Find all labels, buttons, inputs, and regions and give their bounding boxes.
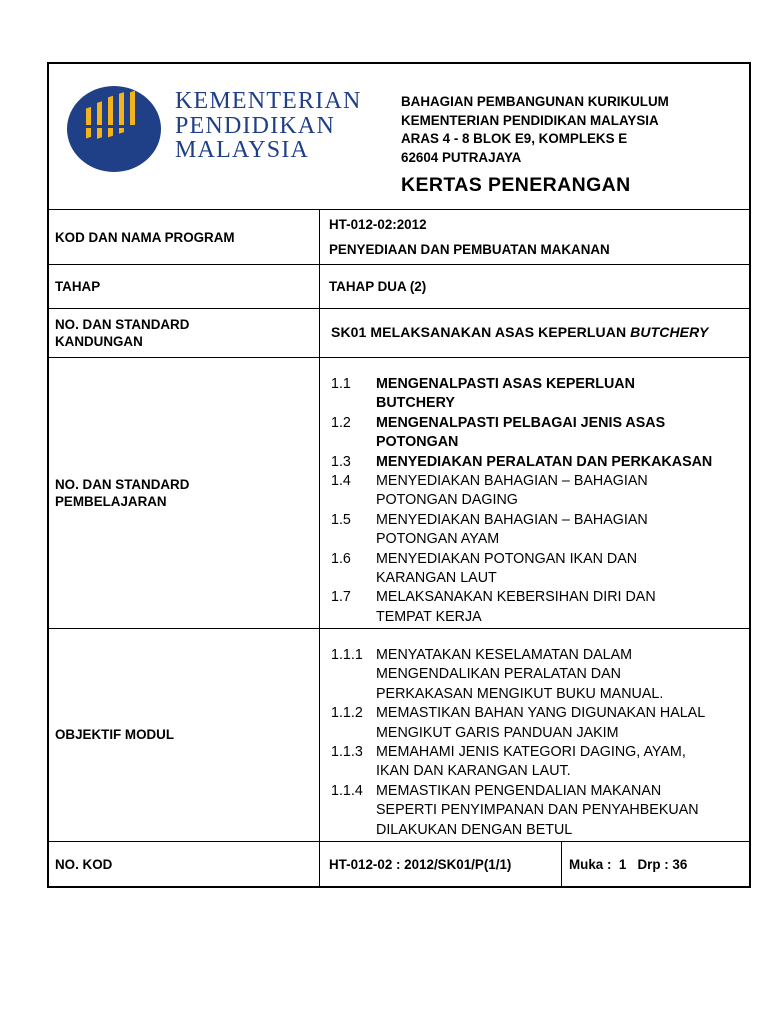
address-line: ARAS 4 - 8 BLOK E9, KOMPLEKS E (401, 131, 628, 147)
divider-learning-standard (47, 628, 751, 629)
content-standard-label-line: KANDUNGAN (55, 334, 143, 349)
list-item (331, 550, 751, 589)
item-text: MENYEDIAKAN PERALATAN DAN PERKAKASAN (376, 453, 713, 470)
list-item (331, 588, 751, 627)
item-text: MENGENALPASTI ASAS KEPERLUAN (376, 376, 635, 392)
item-number: 1.7 (331, 589, 351, 606)
logo-line-2: PENDIDIKAN (175, 112, 335, 139)
item-text: MELAKSANAKAN KEBERSIHAN DIRI DAN (376, 589, 656, 606)
learning-standard-label-line: NO. DAN STANDARD (55, 477, 190, 492)
item-number: 1.2 (331, 414, 351, 431)
item-text: POTONGAN AYAM (376, 531, 500, 548)
logo-line-3: MALAYSIA (175, 137, 310, 163)
list-item (331, 453, 751, 472)
list-item (331, 375, 751, 414)
item-number: 1.4 (331, 473, 351, 490)
objectives-label: OBJEKTIF MODUL (55, 727, 175, 742)
item-text: DILAKUKAN DENGAN BETUL (376, 821, 573, 838)
crest-icon (66, 85, 166, 173)
footer-column-divider (561, 841, 562, 888)
program-name: PENYEDIAAN DAN PEMBUATAN MAKANAN (329, 242, 610, 257)
address-line: 62604 PUTRAJAYA (401, 149, 522, 165)
page-indicator: Muka : 1 Drp : 36 (569, 857, 688, 872)
document-title: KERTAS PENERANGAN (401, 174, 631, 196)
item-text: TEMPAT KERJA (376, 608, 482, 625)
program-code: HT-012-02:2012 (329, 217, 427, 232)
divider-header (47, 209, 751, 210)
list-item (331, 472, 751, 511)
item-number: 1.1.1 (331, 647, 363, 663)
list-item (331, 704, 751, 743)
learning-standard-label-line: PEMBELAJARAN (55, 494, 167, 509)
level-label: TAHAP (55, 279, 101, 294)
content-standard-label-line: NO. DAN STANDARD (55, 317, 190, 332)
column-divider (319, 209, 320, 888)
content-standard-value (331, 324, 708, 341)
program-label: KOD DAN NAMA PROGRAM (55, 230, 235, 245)
item-text: MENGENDALIKAN PERALATAN DAN (376, 666, 621, 683)
list-item (331, 511, 751, 550)
item-text: MENGIKUT GARIS PANDUAN JAKIM (376, 724, 619, 741)
content-standard-label (55, 316, 189, 350)
list-item (331, 414, 751, 453)
ministry-logo (66, 85, 386, 175)
address-line: KEMENTERIAN PENDIDIKAN MALAYSIA (401, 112, 659, 128)
item-text: MEMASTIKAN BAHAN YANG DIGUNAKAN HALAL (376, 705, 706, 722)
divider-content-standard (47, 357, 751, 358)
item-text: POTONGAN (376, 434, 459, 451)
item-text: PERKAKASAN MENGIKUT BUKU MANUAL. (376, 685, 664, 702)
learning-standard-label (55, 476, 189, 510)
item-number: 1.5 (331, 511, 351, 528)
item-number: 1.3 (331, 453, 351, 470)
divider-objectives (47, 841, 751, 842)
list-item (331, 782, 751, 840)
item-text: MENYEDIAKAN BAHAGIAN – BAHAGIAN (376, 511, 648, 528)
item-text: MENYEDIAKAN BAHAGIAN – BAHAGIAN (376, 473, 648, 490)
item-text: MENYATAKAN KESELAMATAN DALAM (376, 647, 633, 663)
item-text: MEMASTIKAN PENGENDALIAN MAKANAN (376, 782, 662, 799)
logo-wordmark (175, 89, 362, 163)
learning-standard-list (331, 375, 751, 627)
item-text: KARANGAN LAUT (376, 570, 497, 587)
content-standard-prefix: SK01 MELAKSANAKAN ASAS KEPERLUAN (331, 324, 631, 340)
divider-level (47, 308, 751, 309)
code-label: NO. KOD (55, 857, 113, 872)
item-number: 1.1.3 (331, 744, 363, 761)
item-number: 1.1 (331, 376, 351, 392)
item-text: IKAN DAN KARANGAN LAUT. (376, 763, 571, 780)
item-number: 1.1.2 (331, 705, 363, 722)
item-text: MENGENALPASTI PELBAGAI JENIS ASAS (376, 414, 666, 431)
item-number: 1.1.4 (331, 782, 363, 799)
document-code: HT-012-02 : 2012/SK01/P(1/1) (329, 857, 512, 872)
divider-program (47, 264, 751, 265)
content-standard-emphasis: BUTCHERY (630, 324, 709, 340)
item-number: 1.6 (331, 550, 351, 567)
item-text: MEMAHAMI JENIS KATEGORI DAGING, AYAM, (376, 744, 686, 761)
objectives-list (331, 646, 751, 840)
address-line: BAHAGIAN PEMBANGUNAN KURIKULUM (401, 94, 669, 109)
list-item (331, 646, 751, 704)
item-text: SEPERTI PENYIMPANAN DAN PENYAHBEKUAN (376, 802, 699, 819)
item-text: BUTCHERY (376, 395, 455, 412)
level-value: TAHAP DUA (2) (329, 279, 427, 294)
logo-line-1: KEMENTERIAN (175, 88, 362, 114)
ministry-address (401, 93, 669, 167)
list-item (331, 743, 751, 782)
item-text: MENYEDIAKAN POTONGAN IKAN DAN (376, 550, 638, 567)
item-text: POTONGAN DAGING (376, 492, 518, 509)
